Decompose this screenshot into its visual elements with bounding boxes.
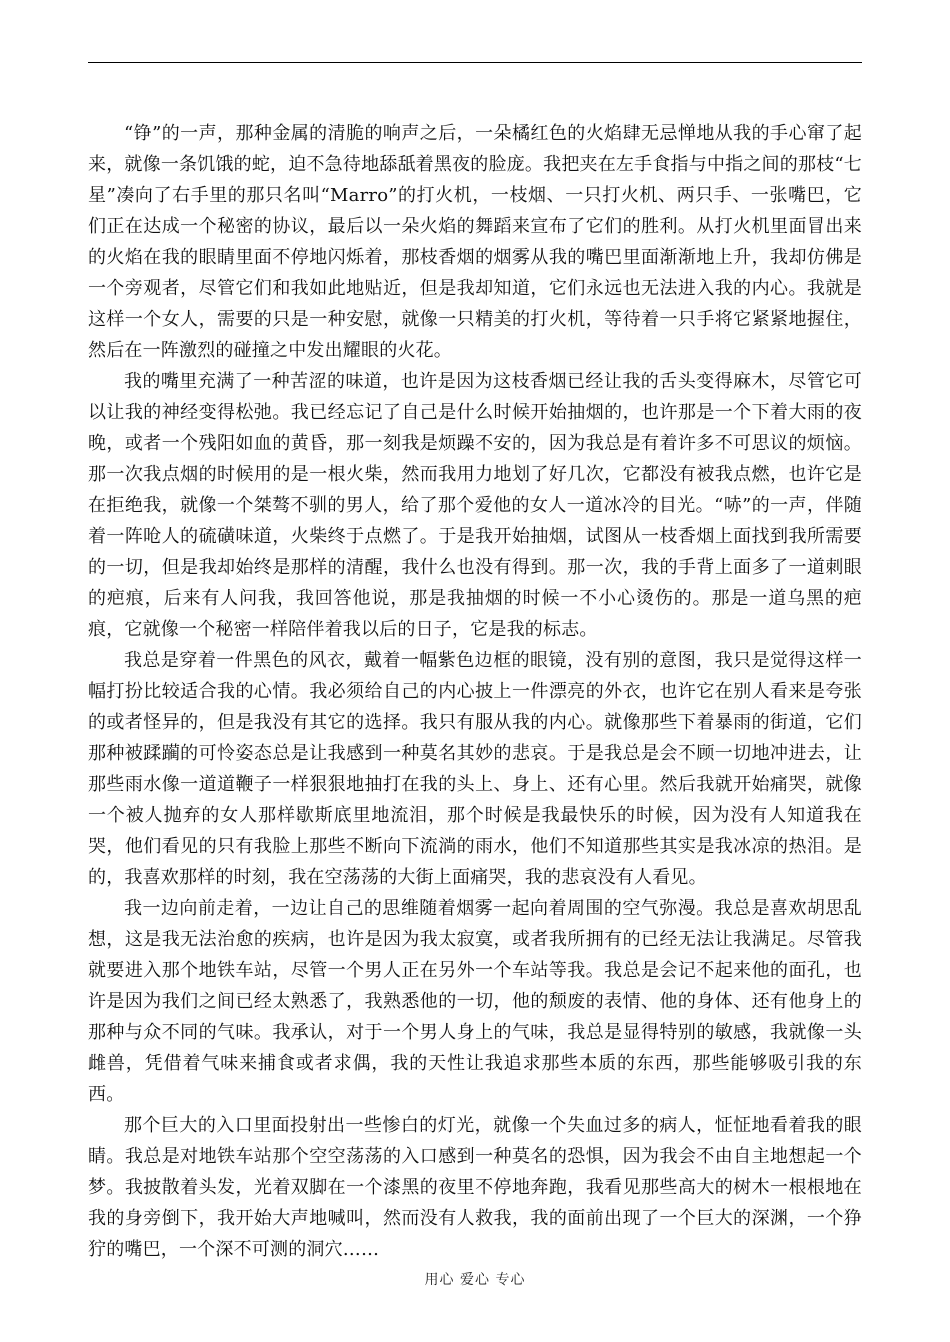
header-rule — [88, 62, 862, 63]
paragraph: 我的嘴里充满了一种苦涩的味道，也许是因为这枝香烟已经让我的舌头变得麻木，尽管它可以让我的神经变得松弛。我已经忘记了自己是什么时候开始抽烟的，也许那是一个下着大雨的夜晚，或者一个残阳如血的黄昏，那一刻我是烦躁不安的，因为我总是有着许多不可思议的烦恼。那一次我点烟的时候用的是一根火柴，然而我用力地划了好几次，它都没有被我点燃，也许它是在拒绝我，就像一个桀骜不驯的男人，给了那个爱他的女人一道冰冷的目光。“哧”的一声，伴随着一阵呛人的硫磺味道，火柴终于点燃了。于是我开始抽烟，试图从一枝香烟上面找到我所需要的一切，但是我却始终是那样的清醒，我什么也没有得到。那一次，我的手背上面多了一道刺眼的疤痕，后来有人问我，我回答他说，那是我抽烟的时候一不小心烫伤的。那是一道乌黑的疤痕，它就像一个秘密一样陪伴着我以后的日子，它是我的标志。 — [88, 371, 862, 640]
paragraph: 那个巨大的入口里面投射出一些惨白的灯光，就像一个失血过多的病人，怔怔地看着我的眼睛。我总是对地铁车站那个空空荡荡的入口感到一种莫名的恐惧，因为我会不由自主地想起一个梦。我披散着头发，光着双脚在一个漆黑的夜里不停地奔跑，我看见那些高大的树木一根根地在我的身旁倒下，我开始大声地喊叫，然而没有人救我，我的面前出现了一个巨大的深渊，一个狰狞的嘴巴，一个深不可测的洞穴…… — [88, 1115, 862, 1260]
paragraph: “铮”的一声，那种金属的清脆的响声之后，一朵橘红色的火焰肆无忌惮地从我的手心窜了起来，就像一条饥饿的蛇，迫不急待地舔舐着黑夜的脸庞。我把夹在左手食指与中指之间的那枝“七星”凑向了右手里的那只名叫“Marro”的打火机，一枝烟、一只打火机、两只手、一张嘴巴，它们正在达成一个秘密的协议，最后以一朵火焰的舞蹈来宣布了它们的胜利。从打火机里面冒出来的火焰在我的眼睛里面不停地闪烁着，那枝香烟的烟雾从我的嘴巴里面渐渐地上升，我却仿佛是一个旁观者，尽管它们和我如此地贴近，但是我却知道，它们永远也无法进入我的内心。我就是这样一个女人，需要的只是一种安慰，就像一只精美的打火机，等待着一只手将它紧紧地握住，然后在一阵激烈的碰撞之中发出耀眼的火花。 — [88, 123, 862, 361]
page-footer: 用心 爱心 专心 — [424, 1272, 526, 1288]
paragraph: 我总是穿着一件黑色的风衣，戴着一幅紫色边框的眼镜，没有别的意图，我只是觉得这样一幅打扮比较适合我的心情。我必须给自己的内心披上一件漂亮的外衣，也许它在别人看来是夸张的或者怪异的，但是我没有其它的选择。我只有服从我的内心。就像那些下着暴雨的街道，它们那种被蹂躏的可怜姿态总是让我感到一种莫名其妙的悲哀。于是我总是会不顾一切地冲进去，让那些雨水像一道道鞭子一样狠狠地抽打在我的头上、身上、还有心里。然后我就开始痛哭，就像一个被人抛弃的女人那样歇斯底里地流泪，那个时候是我最快乐的时候，因为没有人知道我在哭，他们看见的只有我脸上那些不断向下流淌的雨水，他们不知道那些其实是我冰凉的热泪。是的，我喜欢那样的时刻，我在空荡荡的大街上面痛哭，我的悲哀没有人看见。 — [88, 650, 862, 888]
body-text — [88, 118, 862, 1265]
paragraph: 我一边向前走着，一边让自己的思维随着烟雾一起向着周围的空气弥漫。我总是喜欢胡思乱想，这是我无法治愈的疾病，也许是因为我太寂寞，或者我所拥有的已经无法让我满足。尽管我就要进入那个地铁车站，尽管一个男人正在另外一个车站等我。我总是会记不起来他的面孔，也许是因为我们之间已经太熟悉了，我熟悉他的一切，他的颓废的表情、他的身体、还有他身上的那种与众不同的气味。我承认，对于一个男人身上的气味，我总是显得特别的敏感，我就像一头雌兽，凭借着气味来捕食或者求偶，我的天性让我追求那些本质的东西，那些能够吸引我的东西。 — [88, 898, 862, 1105]
